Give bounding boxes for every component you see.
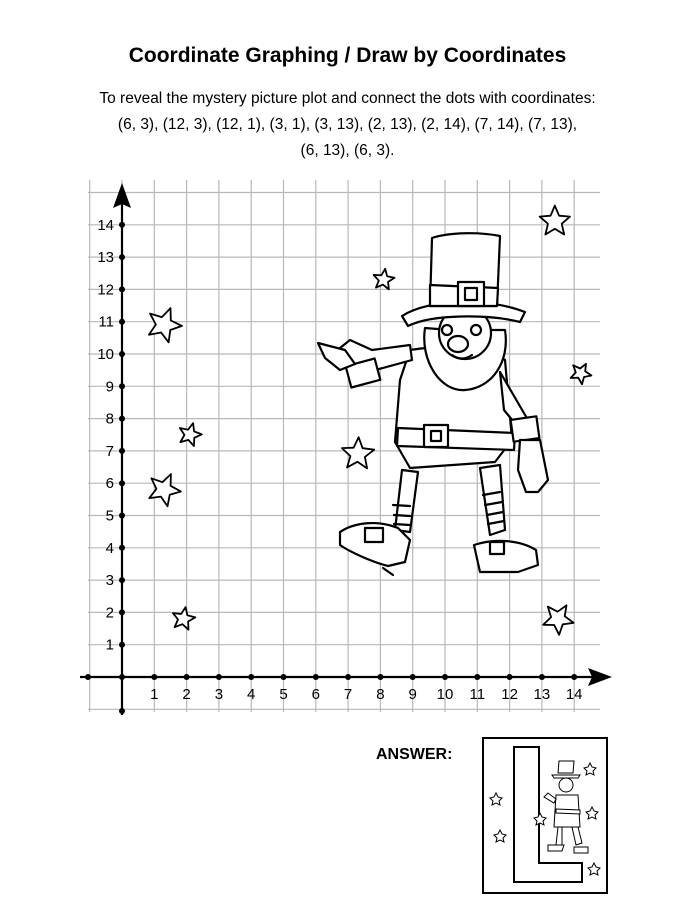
y-tick-dot — [119, 383, 125, 389]
x-tick-label: 14 — [565, 686, 583, 703]
x-tick-dot — [313, 674, 319, 680]
x-tick-dot — [151, 674, 157, 680]
x-tick-label: 5 — [279, 686, 288, 703]
instructions-line-3: (6, 13), (6, 3). — [300, 142, 395, 159]
x-tick-label: 4 — [247, 686, 256, 703]
x-tick-dot — [539, 674, 545, 680]
x-tick-dot — [410, 674, 416, 680]
y-tick-label: 12 — [97, 281, 114, 299]
x-tick-label: 2 — [182, 686, 191, 703]
y-tick-label: 11 — [98, 313, 114, 331]
x-axis-end-dot — [85, 674, 91, 680]
star-icon — [180, 423, 202, 446]
y-tick-label: 10 — [97, 346, 114, 363]
y-tick-dot — [119, 513, 125, 519]
y-tick-label: 8 — [105, 410, 114, 428]
star-icon — [540, 206, 570, 235]
answer-box — [482, 737, 608, 894]
y-tick-dot — [119, 222, 125, 228]
instructions-line-1: To reveal the mystery picture plot and connect the dots with coordinates: — [99, 90, 596, 107]
origin-dot — [119, 674, 125, 680]
y-tick-dot — [119, 286, 125, 292]
y-tick-label: 7 — [105, 442, 114, 460]
star-icon — [543, 605, 573, 635]
y-tick-label: 6 — [105, 475, 114, 493]
x-tick-label: 10 — [436, 686, 454, 703]
x-tick-dot — [377, 674, 383, 680]
y-tick-dot — [119, 254, 125, 260]
y-tick-dot — [119, 448, 125, 454]
y-tick-label: 2 — [105, 604, 114, 622]
y-tick-dot — [119, 577, 125, 583]
x-tick-dot — [571, 674, 577, 680]
x-tick-dot — [216, 674, 222, 680]
x-tick-dot — [281, 674, 287, 680]
page-title: Coordinate Graphing / Draw by Coordinates — [128, 44, 567, 67]
x-tick-label: 7 — [343, 686, 353, 703]
y-tick-dot — [119, 319, 125, 325]
y-tick-label: 4 — [105, 539, 114, 557]
y-tick-label: 13 — [97, 249, 114, 267]
y-tick-dot — [119, 545, 125, 551]
y-axis-end-dot — [119, 708, 125, 714]
x-tick-label: 13 — [533, 686, 551, 703]
x-tick-dot — [248, 674, 254, 680]
y-tick-label: 14 — [97, 216, 114, 234]
y-tick-dot — [119, 416, 125, 422]
x-tick-label: 3 — [214, 686, 224, 703]
y-tick-dot — [119, 609, 125, 615]
y-tick-label: 3 — [105, 572, 114, 590]
y-tick-dot — [119, 351, 125, 357]
star-icon — [342, 437, 374, 468]
x-tick-label: 11 — [469, 686, 486, 703]
x-tick-label: 9 — [408, 686, 417, 703]
y-axis-tick-labels — [97, 217, 114, 654]
x-tick-label: 1 — [150, 686, 159, 703]
x-tick-dot — [184, 674, 190, 680]
star-icon — [173, 607, 195, 630]
x-axis-tick-labels — [150, 686, 582, 703]
x-tick-label: 8 — [376, 686, 385, 703]
x-tick-dot — [345, 674, 351, 680]
leprechaun-figure — [318, 233, 548, 575]
y-tick-dot — [119, 480, 125, 486]
y-tick-dot — [119, 642, 125, 648]
x-tick-label: 6 — [311, 686, 320, 703]
x-tick-dot — [507, 674, 513, 680]
y-tick-label: 1 — [105, 636, 114, 654]
y-tick-label: 5 — [105, 507, 114, 525]
x-tick-dot — [442, 674, 448, 680]
y-tick-label: 9 — [105, 378, 114, 396]
answer-label: ANSWER: — [376, 746, 453, 763]
star-icon — [374, 269, 395, 290]
x-tick-label: 12 — [501, 686, 518, 703]
x-tick-dot — [474, 674, 480, 680]
instructions-line-2: (6, 3), (12, 3), (12, 1), (3, 1), (3, 13), (2, 13), (2, 14), (7, 14), (7, 13), — [117, 116, 578, 133]
